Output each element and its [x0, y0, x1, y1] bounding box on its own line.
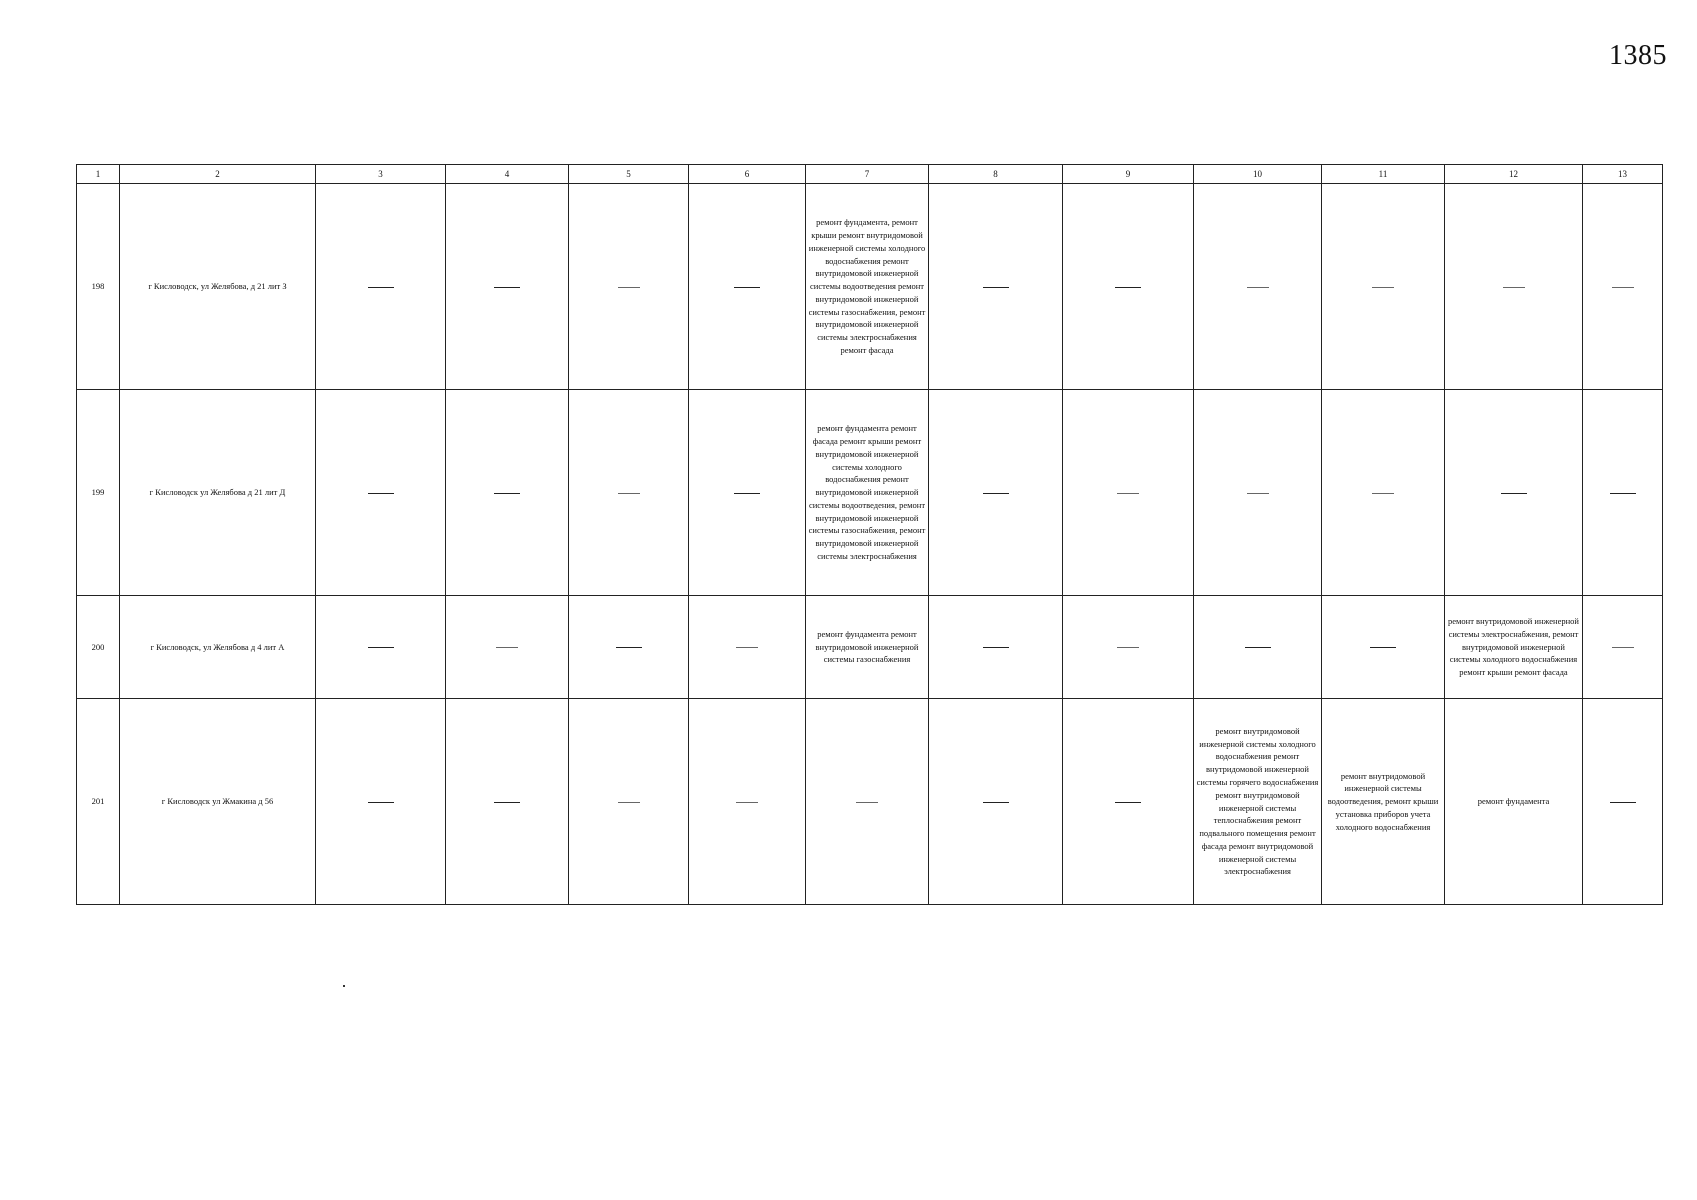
- scan-speck: [343, 985, 345, 987]
- dash-mark: [734, 287, 760, 288]
- empty-cell: [929, 596, 1063, 699]
- empty-cell: [316, 596, 446, 699]
- address-cell: г Кисловодск, ул Желябова д 4 лит А: [120, 596, 316, 699]
- dash-mark: [616, 647, 642, 648]
- dash-mark: [1503, 287, 1525, 288]
- dash-mark: [494, 287, 520, 288]
- column-header: 12: [1445, 165, 1583, 184]
- dash-mark: [494, 802, 520, 803]
- empty-cell: [446, 390, 569, 596]
- empty-cell: [1445, 184, 1583, 390]
- empty-cell: [1445, 390, 1583, 596]
- column-header: 9: [1063, 165, 1194, 184]
- dash-mark: [734, 493, 760, 494]
- address-cell: г Кисловодск ул Желябова д 21 лит Д: [120, 390, 316, 596]
- empty-cell: [929, 699, 1063, 905]
- column-header: 13: [1583, 165, 1663, 184]
- dash-mark: [1115, 802, 1141, 803]
- empty-cell: [316, 184, 446, 390]
- empty-cell: [1583, 596, 1663, 699]
- dash-mark: [983, 287, 1009, 288]
- empty-cell: [1194, 390, 1322, 596]
- column-header: 8: [929, 165, 1063, 184]
- empty-cell: [689, 699, 806, 905]
- empty-cell: [806, 699, 929, 905]
- table-row: [77, 390, 1663, 596]
- empty-cell: [1583, 390, 1663, 596]
- dash-mark: [856, 802, 878, 803]
- dash-mark: [496, 647, 518, 648]
- empty-cell: [569, 596, 689, 699]
- dash-mark: [1247, 493, 1269, 494]
- empty-cell: [569, 699, 689, 905]
- dash-mark: [1245, 647, 1271, 648]
- dash-mark: [1117, 647, 1139, 648]
- empty-cell: [689, 596, 806, 699]
- empty-cell: [1063, 184, 1194, 390]
- row-number: 200: [77, 596, 120, 699]
- column-header: 1: [77, 165, 120, 184]
- table-row: [77, 596, 1663, 699]
- column-header: 10: [1194, 165, 1322, 184]
- work-description-cell: ремонт внутридомовой инженерной системы электроснабжения, ремонт внутридомовой инженерной системы холодного водоснабжения ремонт крыши ремонт фасада: [1445, 596, 1583, 699]
- dash-mark: [1612, 647, 1634, 648]
- work-description-cell: ремонт внутридомовой инженерной системы холодного водоснабжения ремонт внутридомовой инженерной системы горячего водоснабжения ремонт внутридомовой инженерной системы теплоснабжения ремонт подвального помещения ремонт фасада ремонт внутридомовой инженерной системы электроснабжения: [1194, 699, 1322, 905]
- page-number: 1385: [1609, 40, 1667, 71]
- address-cell: г Кисловодск ул Жмакина д 56: [120, 699, 316, 905]
- empty-cell: [569, 390, 689, 596]
- column-header: 6: [689, 165, 806, 184]
- dash-mark: [736, 647, 758, 648]
- empty-cell: [1194, 184, 1322, 390]
- empty-cell: [1583, 184, 1663, 390]
- empty-cell: [446, 699, 569, 905]
- row-number: 198: [77, 184, 120, 390]
- dash-mark: [618, 802, 640, 803]
- dash-mark: [368, 287, 394, 288]
- address-cell: г Кисловодск, ул Желябова, д 21 лит З: [120, 184, 316, 390]
- row-number: 199: [77, 390, 120, 596]
- empty-cell: [316, 390, 446, 596]
- dash-mark: [368, 647, 394, 648]
- work-description-cell: ремонт фундамента, ремонт крыши ремонт внутридомовой инженерной системы холодного водоснабжения ремонт внутридомовой инженерной системы водоотведения ремонт внутридомовой инженерной системы газоснабжения, ремонт внутридомовой инженерной системы электроснабжения ремонт фасада: [806, 184, 929, 390]
- empty-cell: [1583, 699, 1663, 905]
- work-description-cell: ремонт фундамента ремонт фасада ремонт крыши ремонт внутридомовой инженерной системы холодного водоснабжения ремонт внутридомовой инженерной системы водоотведения, ремонт внутридомовой инженерной системы газоснабжения, ремонт внутридомовой инженерной системы электроснабжения: [806, 390, 929, 596]
- dash-mark: [368, 493, 394, 494]
- dash-mark: [1612, 287, 1634, 288]
- empty-cell: [1063, 390, 1194, 596]
- column-header: 4: [446, 165, 569, 184]
- empty-cell: [446, 184, 569, 390]
- dash-mark: [983, 647, 1009, 648]
- column-header: 5: [569, 165, 689, 184]
- column-header: 3: [316, 165, 446, 184]
- work-description-cell: ремонт фундамента ремонт внутридомовой инженерной системы газоснабжения: [806, 596, 929, 699]
- dash-mark: [1610, 802, 1636, 803]
- dash-mark: [983, 493, 1009, 494]
- dash-mark: [494, 493, 520, 494]
- row-number: 201: [77, 699, 120, 905]
- dash-mark: [1372, 493, 1394, 494]
- dash-mark: [1372, 287, 1394, 288]
- table-row: [77, 699, 1663, 905]
- empty-cell: [316, 699, 446, 905]
- empty-cell: [446, 596, 569, 699]
- dash-mark: [983, 802, 1009, 803]
- empty-cell: [929, 184, 1063, 390]
- registry-table: [76, 164, 1663, 905]
- column-header: 7: [806, 165, 929, 184]
- dash-mark: [368, 802, 394, 803]
- empty-cell: [1063, 596, 1194, 699]
- empty-cell: [1322, 184, 1445, 390]
- work-description-cell: ремонт фундамента: [1445, 699, 1583, 905]
- column-header: 2: [120, 165, 316, 184]
- table-row: [77, 184, 1663, 390]
- column-header: 11: [1322, 165, 1445, 184]
- dash-mark: [618, 287, 640, 288]
- dash-mark: [1115, 287, 1141, 288]
- dash-mark: [1610, 493, 1636, 494]
- empty-cell: [569, 184, 689, 390]
- dash-mark: [1501, 493, 1527, 494]
- empty-cell: [1194, 596, 1322, 699]
- dash-mark: [618, 493, 640, 494]
- empty-cell: [689, 184, 806, 390]
- empty-cell: [1063, 699, 1194, 905]
- column-number-row: [77, 165, 1663, 184]
- empty-cell: [1322, 390, 1445, 596]
- empty-cell: [1322, 596, 1445, 699]
- dash-mark: [1370, 647, 1396, 648]
- empty-cell: [689, 390, 806, 596]
- dash-mark: [736, 802, 758, 803]
- dash-mark: [1247, 287, 1269, 288]
- empty-cell: [929, 390, 1063, 596]
- dash-mark: [1117, 493, 1139, 494]
- work-description-cell: ремонт внутридомовой инженерной системы водоотведения, ремонт крыши установка приборов учета холодного водоснабжения: [1322, 699, 1445, 905]
